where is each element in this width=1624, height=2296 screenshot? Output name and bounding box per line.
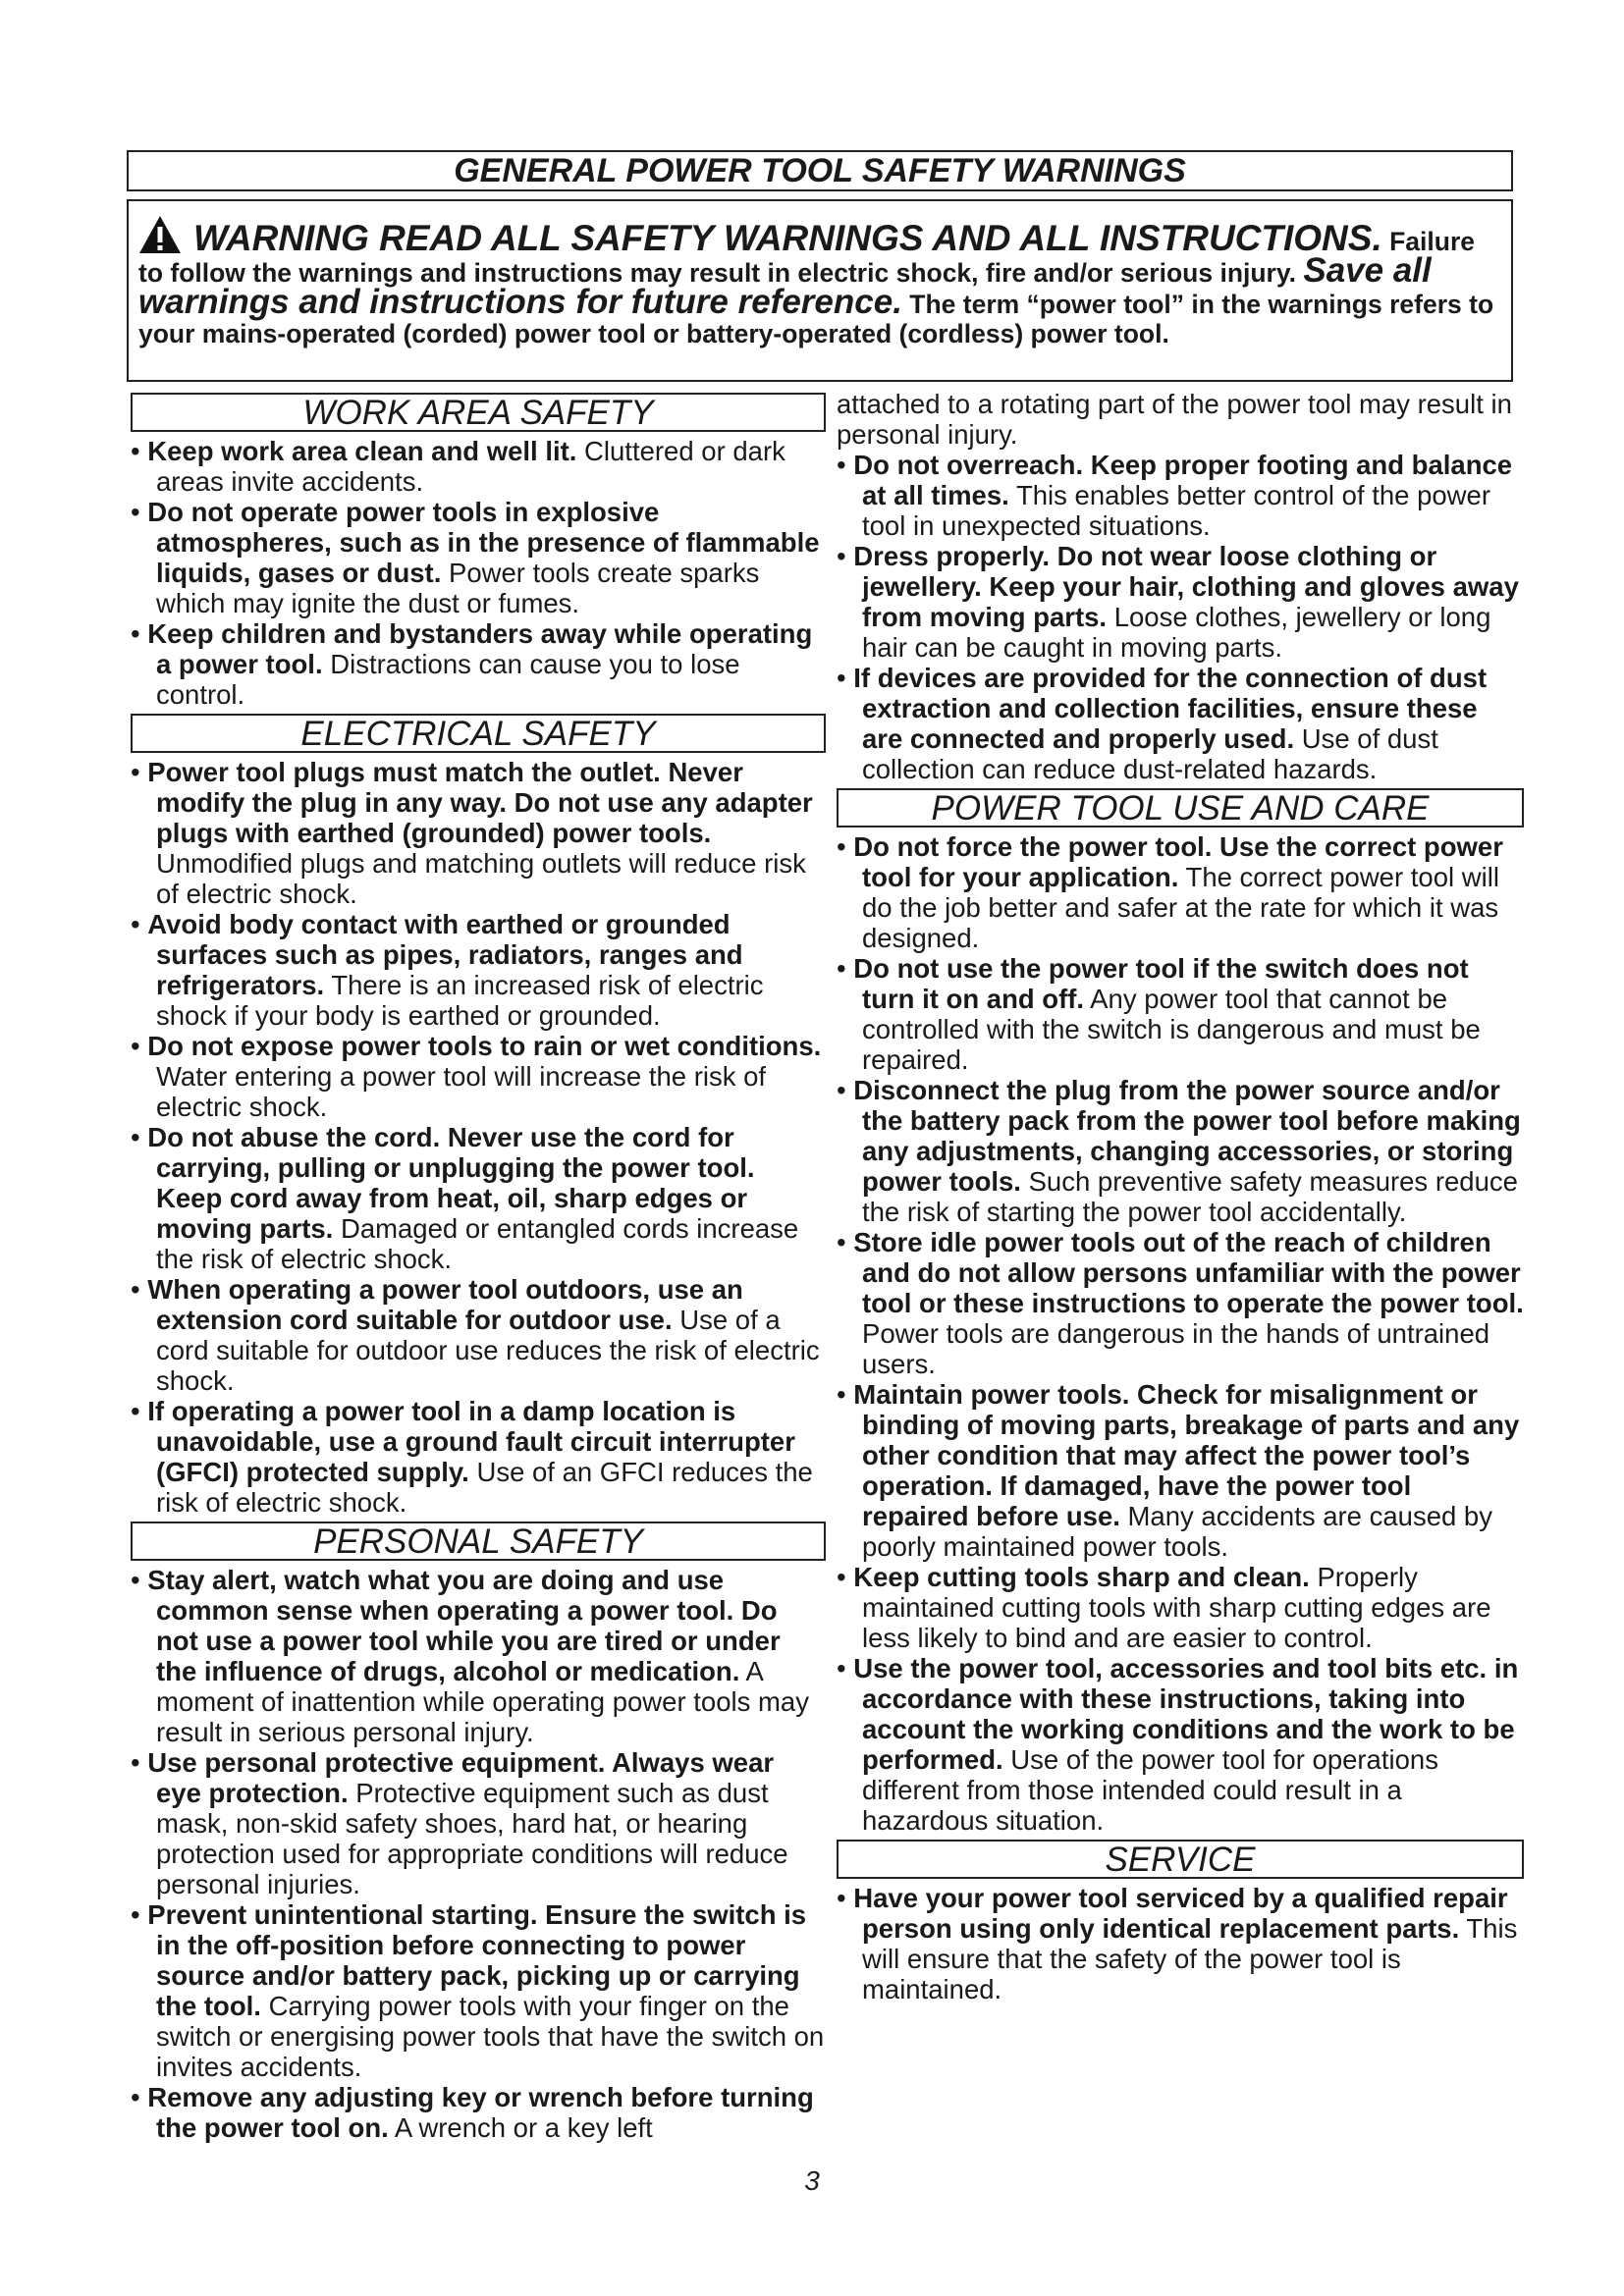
list-item: • Store idle power tools out of the reach of children and do not allow persons unfamiliar with the power tool or these instructions to operate the power tool. Power tools are dangerous in the hands of untrained users. bbox=[837, 1227, 1524, 1379]
list-item: • Have your power tool serviced by a qualified repair person using only identical replacement parts. This will ensure that the safety of the power tool is maintained. bbox=[837, 1883, 1518, 2004]
warning-save-note: Save all warnings and instructions for future reference. bbox=[138, 251, 1432, 321]
continued-text: attached to a rotating part of the power tool may result in personal injury. bbox=[837, 389, 1512, 450]
list-item: • Keep work area clean and well lit. Cluttered or dark areas invite accidents. bbox=[131, 436, 785, 497]
section-heading-personal: PERSONAL SAFETY bbox=[131, 1522, 826, 1561]
list-item: • When operating a power tool outdoors, use an extension cord suitable for outdoor use. Use of a cord suitable for outdoor use reduces the risk of electric shock. bbox=[131, 1274, 820, 1396]
list-item: • Do not operate power tools in explosive atmospheres, such as in the presence of flammable liquids, gases or dust. Power tools create sparks which may ignite the dust or fumes. bbox=[131, 497, 820, 618]
warning-box bbox=[127, 199, 1513, 382]
section-heading-service: SERVICE bbox=[837, 1840, 1524, 1879]
warning-term-note: The term “power tool” in the warnings refers to your mains-operated (corded) power tool or battery-operated (cordless) power tool. bbox=[138, 290, 1494, 348]
left-column bbox=[131, 389, 826, 2143]
list-item: • Do not abuse the cord. Never use the cord for carrying, pulling or unplugging the power tool. Keep cord away from heat, oil, sharp edges or moving parts. Damaged or entangled cords increase the risk of electric shock. bbox=[131, 1122, 799, 1274]
list-item: • Remove any adjusting key or wrench before turning the power tool on. A wrench or a key left bbox=[131, 2082, 814, 2143]
list-item: • Do not force the power tool. Use the correct power tool for your application. The correct power tool will do the job better and safer at the rate for which it was designed. bbox=[837, 831, 1503, 953]
list-item: • Keep cutting tools sharp and clean. Properly maintained cutting tools with sharp cutting edges are less likely to bind and are easier to control. bbox=[837, 1562, 1491, 1653]
list-item: • Avoid body contact with earthed or grounded surfaces such as pipes, radiators, ranges and refrigerators. There is an increased risk of electric shock if your body is earthed or grounded. bbox=[131, 909, 764, 1031]
list-item: • Use the power tool, accessories and tool bits etc. in accordance with these instructions, taking into account the working conditions and the work to be performed. Use of the power tool for operations different from those intended could result in a hazardous situation. bbox=[837, 1653, 1519, 1836]
list-item: • Disconnect the plug from the power source and/or the battery pack from the power tool before making any adjustments, changing accessories, or storing power tools. Such preventive safety measures reduce the risk of starting the power tool accidentally. bbox=[837, 1075, 1521, 1227]
page-number: 3 bbox=[804, 2165, 820, 2196]
list-item: • If devices are provided for the connection of dust extraction and collection facilities, ensure these are connected and properly used. Use of dust collection can reduce dust-related hazards. bbox=[837, 663, 1488, 784]
list-item: • Do not expose power tools to rain or wet conditions. Water entering a power tool will increase the risk of electric shock. bbox=[131, 1031, 822, 1122]
page-title: GENERAL POWER TOOL SAFETY WARNINGS bbox=[127, 150, 1513, 191]
warning-triangle-icon bbox=[138, 215, 182, 254]
list-item: • Do not overreach. Keep proper footing and balance at all times. This enables better control of the power tool in unexpected situations. bbox=[837, 450, 1513, 541]
list-item: • Prevent unintentional starting. Ensure the switch is in the off-position before connecting to power source and/or battery pack, picking up or carrying the tool. Carrying power tools with your finger on the switch or energising power tools that have the switch on invites accidents. bbox=[131, 1899, 825, 2082]
warning-text: Failure to follow the warnings and instructions may result in electric shock, fire and/or serious injury. bbox=[138, 227, 1476, 288]
section-heading-work-area: WORK AREA SAFETY bbox=[131, 393, 826, 432]
section-heading-use-care: POWER TOOL USE AND CARE bbox=[837, 788, 1524, 828]
warning-heading: WARNING READ ALL SAFETY WARNINGS AND ALL INSTRUCTIONS. bbox=[193, 218, 1382, 258]
list-item: • Use personal protective equipment. Always wear eye protection. Protective equipment such as dust mask, non-skid safety shoes, hard hat, or hearing protection used for appropriate conditions will reduce personal injuries. bbox=[131, 1747, 788, 1899]
list-item: • Maintain power tools. Check for misalignment or binding of moving parts, breakage of parts and any other condition that may affect the power tool’s operation. If damaged, have the power tool repaired before use. Many accidents are caused by poorly maintained power tools. bbox=[837, 1379, 1520, 1562]
list-item: • Power tool plugs must match the outlet. Never modify the plug in any way. Do not use any adapter plugs with earthed (grounded) power tools. Unmodified plugs and matching outlets will reduce risk of electric shock. bbox=[131, 757, 813, 909]
list-item: • Stay alert, watch what you are doing and use common sense when operating a power tool. Do not use a power tool while you are tired or under the influence of drugs, alcohol or medication. A moment of inattention while operating power tools may result in serious personal injury. bbox=[131, 1565, 809, 1747]
list-item: • If operating a power tool in a damp location is unavoidable, use a ground fault circuit interrupter (GFCI) protected supply. Use of an GFCI reduces the risk of electric shock. bbox=[131, 1396, 813, 1518]
section-heading-electrical: ELECTRICAL SAFETY bbox=[131, 714, 826, 753]
list-item: • Dress properly. Do not wear loose clothing or jewellery. Keep your hair, clothing and gloves away from moving parts. Loose clothes, jewellery or long hair can be caught in moving parts. bbox=[837, 541, 1519, 663]
right-column bbox=[837, 389, 1524, 2004]
list-item: • Keep children and bystanders away while operating a power tool. Distractions can cause you to lose control. bbox=[131, 618, 813, 710]
list-item: • Do not use the power tool if the switch does not turn it on and off. Any power tool that cannot be controlled with the switch is dangerous and must be repaired. bbox=[837, 953, 1481, 1075]
